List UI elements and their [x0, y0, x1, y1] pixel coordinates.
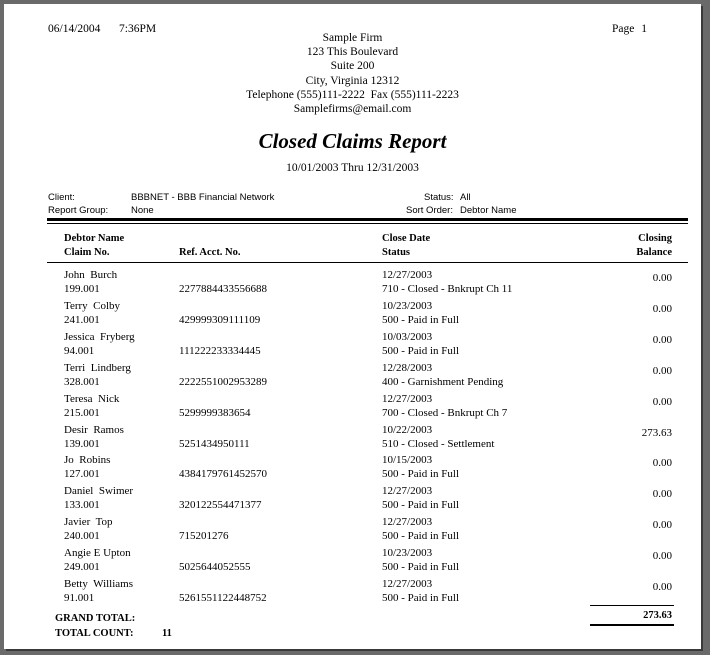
col-status: Status [382, 247, 411, 258]
firm-address2: Suite 200 [330, 60, 375, 73]
report-group-value: None [131, 205, 154, 216]
close-status: 500 - Paid in Full [382, 468, 460, 481]
debtor-name: Jo Robins [64, 454, 111, 467]
ref-account-number: 4384179761452570 [179, 468, 267, 481]
closing-balance: 0.00 [652, 395, 672, 408]
firm-name: Sample Firm [322, 32, 383, 44]
claim-number: 91.001 [64, 592, 95, 604]
report-date: 06/14/2004 [48, 23, 101, 35]
close-date: 12/27/2003 [382, 269, 433, 281]
close-date: 10/22/2003 [382, 423, 433, 436]
close-date: 10/03/2003 [382, 330, 433, 343]
close-date: 10/23/2003 [382, 299, 433, 312]
debtor-name: Betty Williams [64, 578, 134, 590]
closing-balance: 0.00 [652, 550, 672, 563]
report-title: Closed Claims Report [258, 129, 447, 153]
close-status: 510 - Closed - Settlement [382, 437, 495, 450]
total-count-value: 11 [162, 628, 172, 639]
close-date: 12/27/2003 [382, 578, 433, 590]
claim-number: 240.001 [64, 530, 100, 543]
close-date: 10/15/2003 [382, 454, 433, 467]
report-page [4, 4, 701, 649]
ref-account-number: 715201276 [179, 530, 229, 543]
claim-number: 133.001 [64, 499, 100, 512]
debtor-name: Jessica Fryberg [64, 330, 135, 343]
column-header-rule [47, 262, 688, 263]
claim-number: 94.001 [64, 344, 95, 357]
report-date-range: 10/01/2003 Thru 12/31/2003 [286, 162, 419, 174]
firm-city: City, Virginia 12312 [305, 74, 400, 87]
close-date: 12/28/2003 [382, 361, 433, 374]
closing-balance: 0.00 [652, 333, 672, 346]
status-value: All [460, 192, 471, 203]
debtor-name: Teresa Nick [64, 392, 120, 405]
debtor-name: Daniel Swimer [64, 485, 134, 498]
closing-balance: 0.00 [652, 519, 672, 532]
total-rule-top [590, 605, 674, 606]
closing-balance: 0.00 [652, 302, 672, 315]
col-ref-acct: Ref. Acct. No. [179, 247, 241, 258]
close-status: 700 - Closed - Bnkrupt Ch 7 [382, 406, 508, 419]
status-label: Status: [424, 192, 454, 203]
ref-account-number: 5261551122448752 [179, 592, 267, 604]
firm-email: Samplefirms@email.com [293, 103, 412, 116]
debtor-name: John Burch [64, 269, 118, 281]
ref-account-number: 5299999383654 [179, 406, 251, 419]
client-label: Client: [48, 192, 75, 203]
debtor-name: Terry Colby [64, 299, 121, 312]
col-close-date: Close Date [382, 233, 431, 244]
close-status: 500 - Paid in Full [382, 561, 460, 574]
claim-number: 249.001 [64, 561, 100, 574]
ref-account-number: 2222551002953289 [179, 375, 267, 388]
ref-account-number: 2277884433556688 [179, 283, 267, 295]
col-closing: Closing [638, 233, 672, 244]
firm-block [4, 31, 701, 116]
claim-number: 139.001 [64, 437, 100, 450]
close-status: 500 - Paid in Full [382, 499, 460, 512]
ref-account-number: 111222233334445 [179, 344, 261, 357]
claim-number: 241.001 [64, 313, 100, 326]
claim-number: 328.001 [64, 375, 100, 388]
close-status: 710 - Closed - Bnkrupt Ch 11 [382, 283, 513, 295]
closing-balance: 0.00 [652, 457, 672, 470]
sort-order-label: Sort Order: [406, 205, 453, 216]
client-value: BBBNET - BBB Financial Network [131, 192, 275, 203]
close-date: 12/27/2003 [382, 392, 433, 405]
closing-balance: 0.00 [652, 488, 672, 501]
debtor-name: Angie E Upton [64, 547, 131, 560]
ref-account-number: 5251434950111 [179, 437, 250, 450]
close-status: 500 - Paid in Full [382, 344, 460, 357]
claim-number: 199.001 [64, 283, 100, 295]
page-number: Page 1 [612, 23, 647, 35]
col-balance: Balance [636, 247, 672, 258]
close-date: 12/27/2003 [382, 485, 433, 498]
ref-account-number: 429999309111109 [179, 313, 261, 326]
report-group-label: Report Group: [48, 205, 109, 216]
close-status: 500 - Paid in Full [382, 592, 460, 604]
close-status: 400 - Garnishment Pending [382, 375, 504, 388]
close-date: 12/27/2003 [382, 516, 433, 529]
debtor-name: Terri Lindberg [64, 361, 131, 374]
closing-balance: 0.00 [652, 272, 672, 284]
firm-address1: 123 This Boulevard [306, 46, 399, 59]
close-status: 500 - Paid in Full [382, 530, 460, 543]
col-debtor-name: Debtor Name [64, 233, 125, 244]
closing-balance: 0.00 [652, 581, 672, 593]
total-count-label: TOTAL COUNT: [55, 628, 134, 639]
debtor-name: Desir Ramos [64, 423, 124, 436]
closing-balance: 0.00 [652, 364, 672, 377]
grand-total-value: 273.63 [643, 610, 672, 621]
claim-number: 215.001 [64, 406, 100, 419]
debtor-name: Javier Top [64, 516, 113, 529]
close-status: 500 - Paid in Full [382, 313, 460, 326]
sort-order-value: Debtor Name [460, 205, 517, 216]
ref-account-number: 320122554471377 [179, 499, 262, 512]
claim-number: 127.001 [64, 468, 100, 481]
col-claim-no: Claim No. [64, 247, 110, 258]
closing-balance: 273.63 [641, 426, 672, 439]
ref-account-number: 5025644052555 [179, 561, 251, 574]
header-rule-thin [47, 223, 688, 224]
grand-total-label: GRAND TOTAL: [55, 613, 136, 624]
total-rule-bottom [590, 624, 674, 626]
firm-phone-fax: Telephone (555)111-2222 Fax (555)111-2223 [246, 88, 459, 101]
report-time: 7:36PM [119, 23, 157, 35]
close-date: 10/23/2003 [382, 547, 433, 560]
header-rule-thick [47, 218, 688, 221]
